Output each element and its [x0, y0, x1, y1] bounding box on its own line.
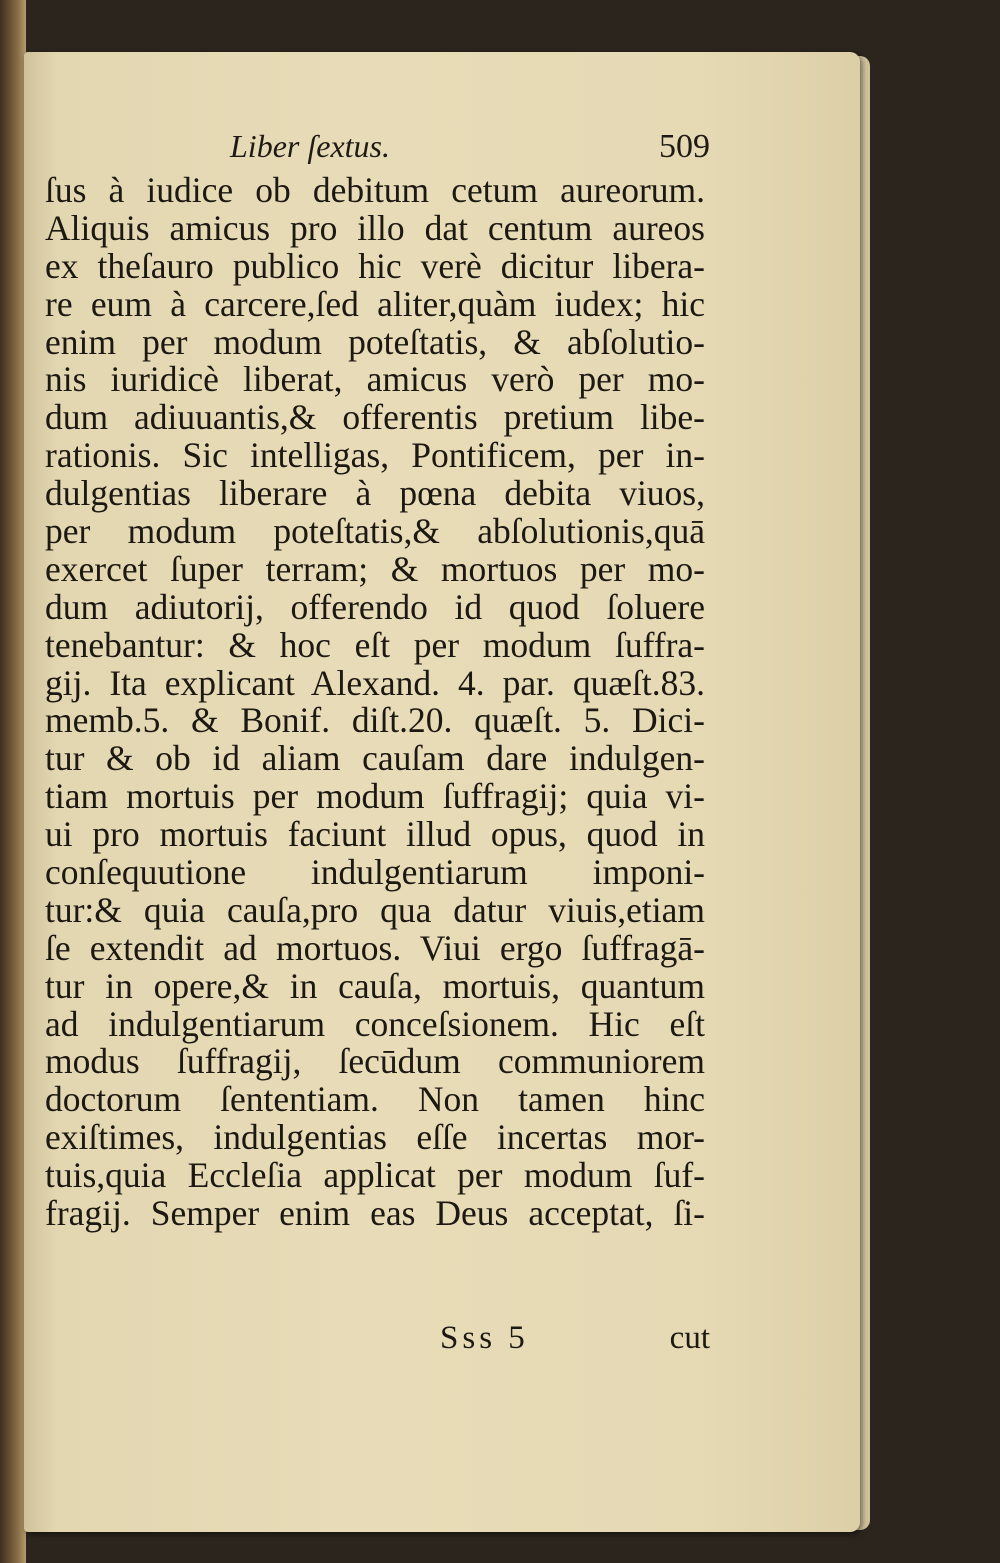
text-line: tuis,quia Eccleſia applicat per modum ſuf- — [45, 1155, 705, 1196]
text-line: fragij. Semper enim eas Deus acceptat, ſi- — [45, 1193, 705, 1234]
text-line: gij. Ita explicant Alexand. 4. par. quæſt.83. — [45, 662, 705, 703]
body-text — [45, 172, 705, 1233]
text-line: dum adiutorij, offerendo id quod ſoluere — [45, 586, 705, 627]
text-line: tenebantur: & hoc eſt per modum ſuffra- — [45, 624, 705, 665]
page-number: 509 — [659, 128, 710, 165]
text-line: per modum poteſtatis,& abſolutionis,quā — [45, 511, 705, 552]
text-line: tur & ob id aliam cauſam dare indulgen- — [45, 738, 705, 779]
text-line: rationis. Sic intelligas, Pontificem, per in- — [45, 435, 705, 476]
text-line: ſus à iudice ob debitum cetum aureorum. — [45, 170, 705, 210]
text-line: ad indulgentiarum conceſsionem. Hic eſt — [45, 1003, 705, 1044]
book-spine — [0, 0, 26, 1563]
text-line: dum adiuuantis,& offerentis pretium libe- — [45, 397, 705, 438]
signature-mark: Sss 5 — [440, 1320, 529, 1356]
text-line: enim per modum poteſtatis, & abſolutio- — [45, 321, 705, 362]
text-line: tiam mortuis per modum ſuffragij; quia vi- — [45, 776, 705, 817]
text-line: tur in opere,& in cauſa, mortuis, quantum — [45, 965, 705, 1006]
text-line: dulgentias liberare à pœna debita viuos, — [45, 473, 705, 514]
text-line: Aliquis amicus pro illo dat centum aureos — [45, 207, 705, 248]
text-line: doctorum ſententiam. Non tamen hinc — [45, 1079, 705, 1120]
catchword: cut — [669, 1320, 710, 1356]
page-footer — [440, 1320, 710, 1360]
text-line: ex theſauro publico hic verè dicitur libera- — [45, 245, 705, 286]
running-title: Liber ſextus. — [230, 128, 390, 164]
text-line: exercet ſuper terram; & mortuos per mo- — [45, 548, 705, 589]
text-line: ui pro mortuis faciunt illud opus, quod in — [45, 814, 705, 855]
text-line: modus ſuffragij, ſecūdum communiorem — [45, 1041, 705, 1082]
text-line: re eum à carcere,ſed aliter,quàm iudex; hic — [45, 283, 705, 324]
text-line: conſequutione indulgentiarum imponi- — [45, 852, 705, 893]
text-line: ſe extendit ad mortuos. Viui ergo ſuffragā- — [45, 927, 705, 968]
text-line: tur:& quia cauſa,pro qua datur viuis,etiam — [45, 889, 705, 930]
text-line: memb.5. & Bonif. diſt.20. quæſt. 5. Dici- — [45, 700, 705, 741]
text-line: nis iuridicè liberat, amicus verò per mo- — [45, 359, 705, 400]
text-line: exiſtimes, indulgentias eſſe incertas mor- — [45, 1117, 705, 1158]
